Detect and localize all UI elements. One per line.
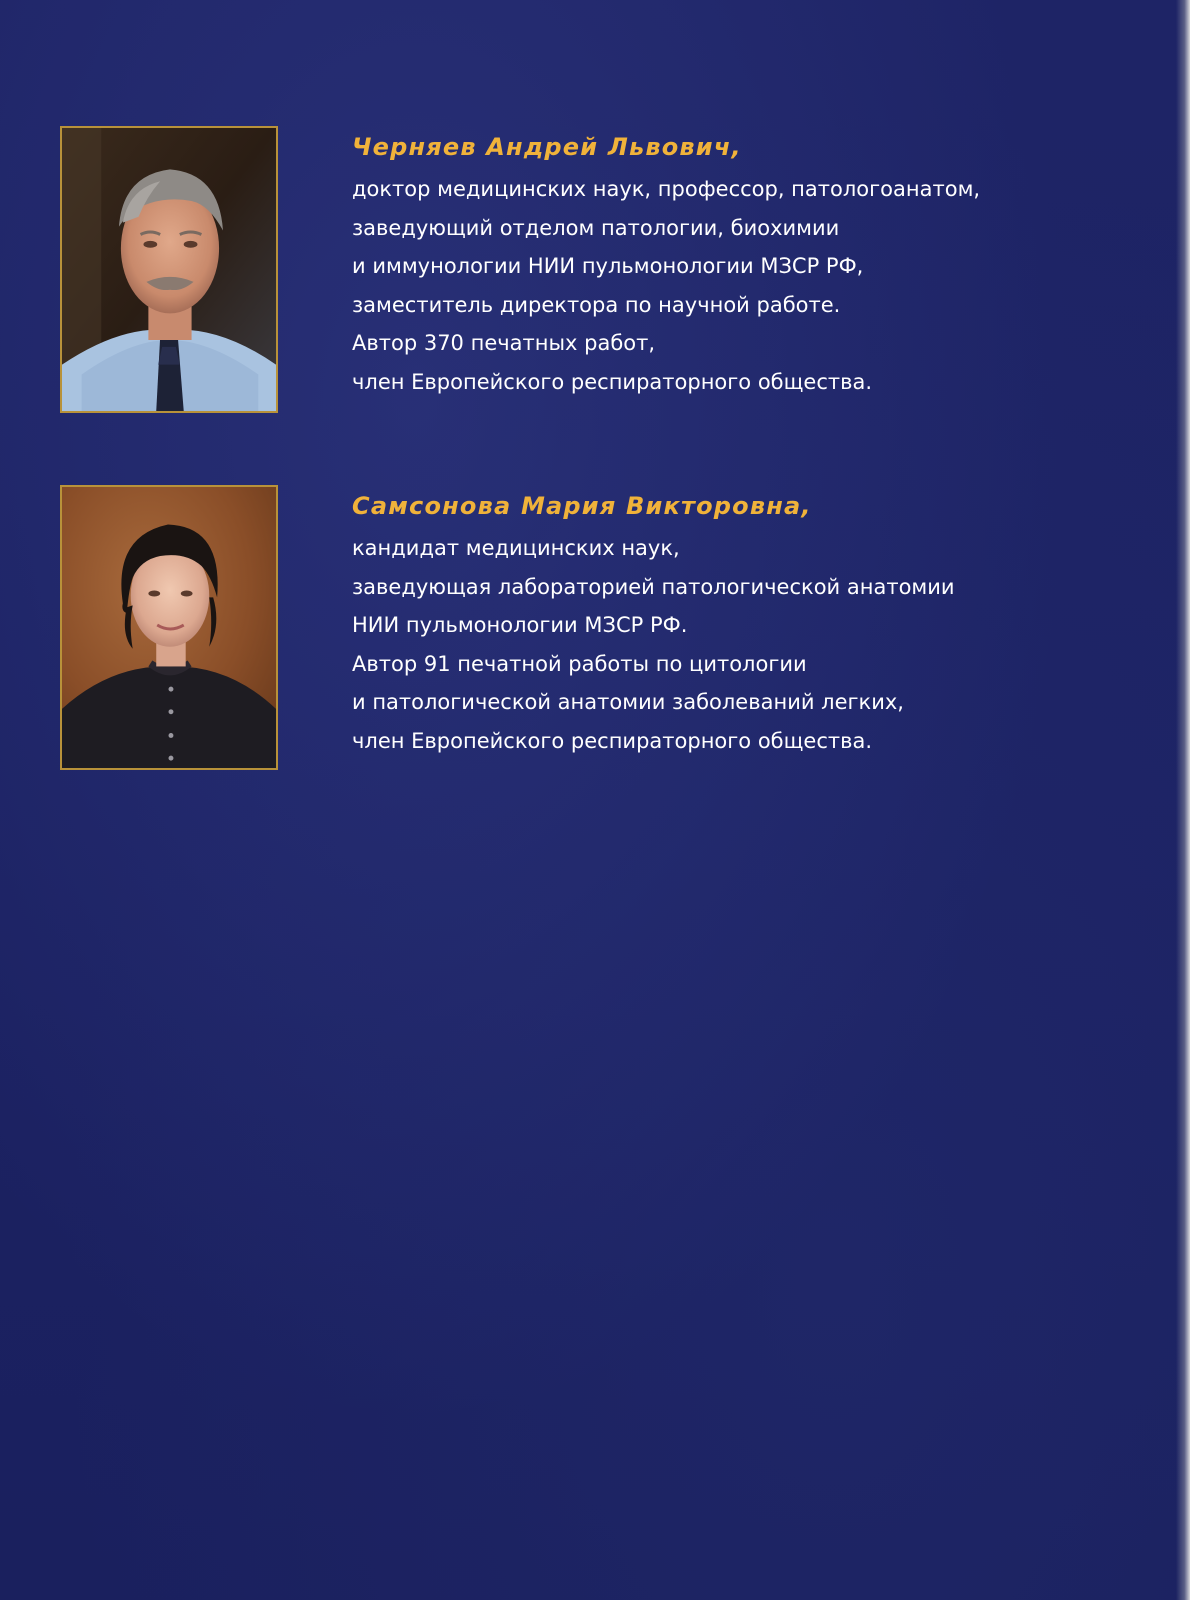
author-photo-samsonova xyxy=(60,485,278,770)
author-bio-line: кандидат медицинских наук, xyxy=(352,536,680,560)
author-name: Самсонова Мария Викторовна, xyxy=(352,492,812,520)
author-block-samsonova xyxy=(352,487,1152,760)
author-photo-cherniaev xyxy=(60,126,278,413)
author-bio-line: и иммунологии НИИ пульмонологии МЗСР РФ, xyxy=(352,254,864,278)
author-bio-line: и патологической анатомии заболеваний легких, xyxy=(352,690,904,714)
author-block-cherniaev xyxy=(352,128,1152,401)
author-name: Черняев Андрей Львович, xyxy=(352,133,742,161)
portrait-man-image xyxy=(62,128,276,411)
author-bio-line: НИИ пульмонологии МЗСР РФ. xyxy=(352,613,688,637)
author-bio-line: заместитель директора по научной работе. xyxy=(352,292,841,317)
author-bio-line: заведующий отделом патологии, биохимии xyxy=(352,215,840,240)
author-bio-line: член Европейского респираторного общества. xyxy=(352,728,873,753)
author-bio-line: доктор медицинских наук, профессор, патологоанатом, xyxy=(352,177,981,201)
cover-edge xyxy=(1176,0,1190,1600)
author-bio-line: Автор 91 печатной работы по цитологии xyxy=(352,651,807,676)
author-bio-line: Автор 370 печатных работ, xyxy=(352,331,656,355)
author-bio-line: член Европейского респираторного общества. xyxy=(352,369,873,394)
author-bio-line: заведующая лабораторией патологической анатомии xyxy=(352,574,955,599)
portrait-woman-image xyxy=(62,487,276,768)
